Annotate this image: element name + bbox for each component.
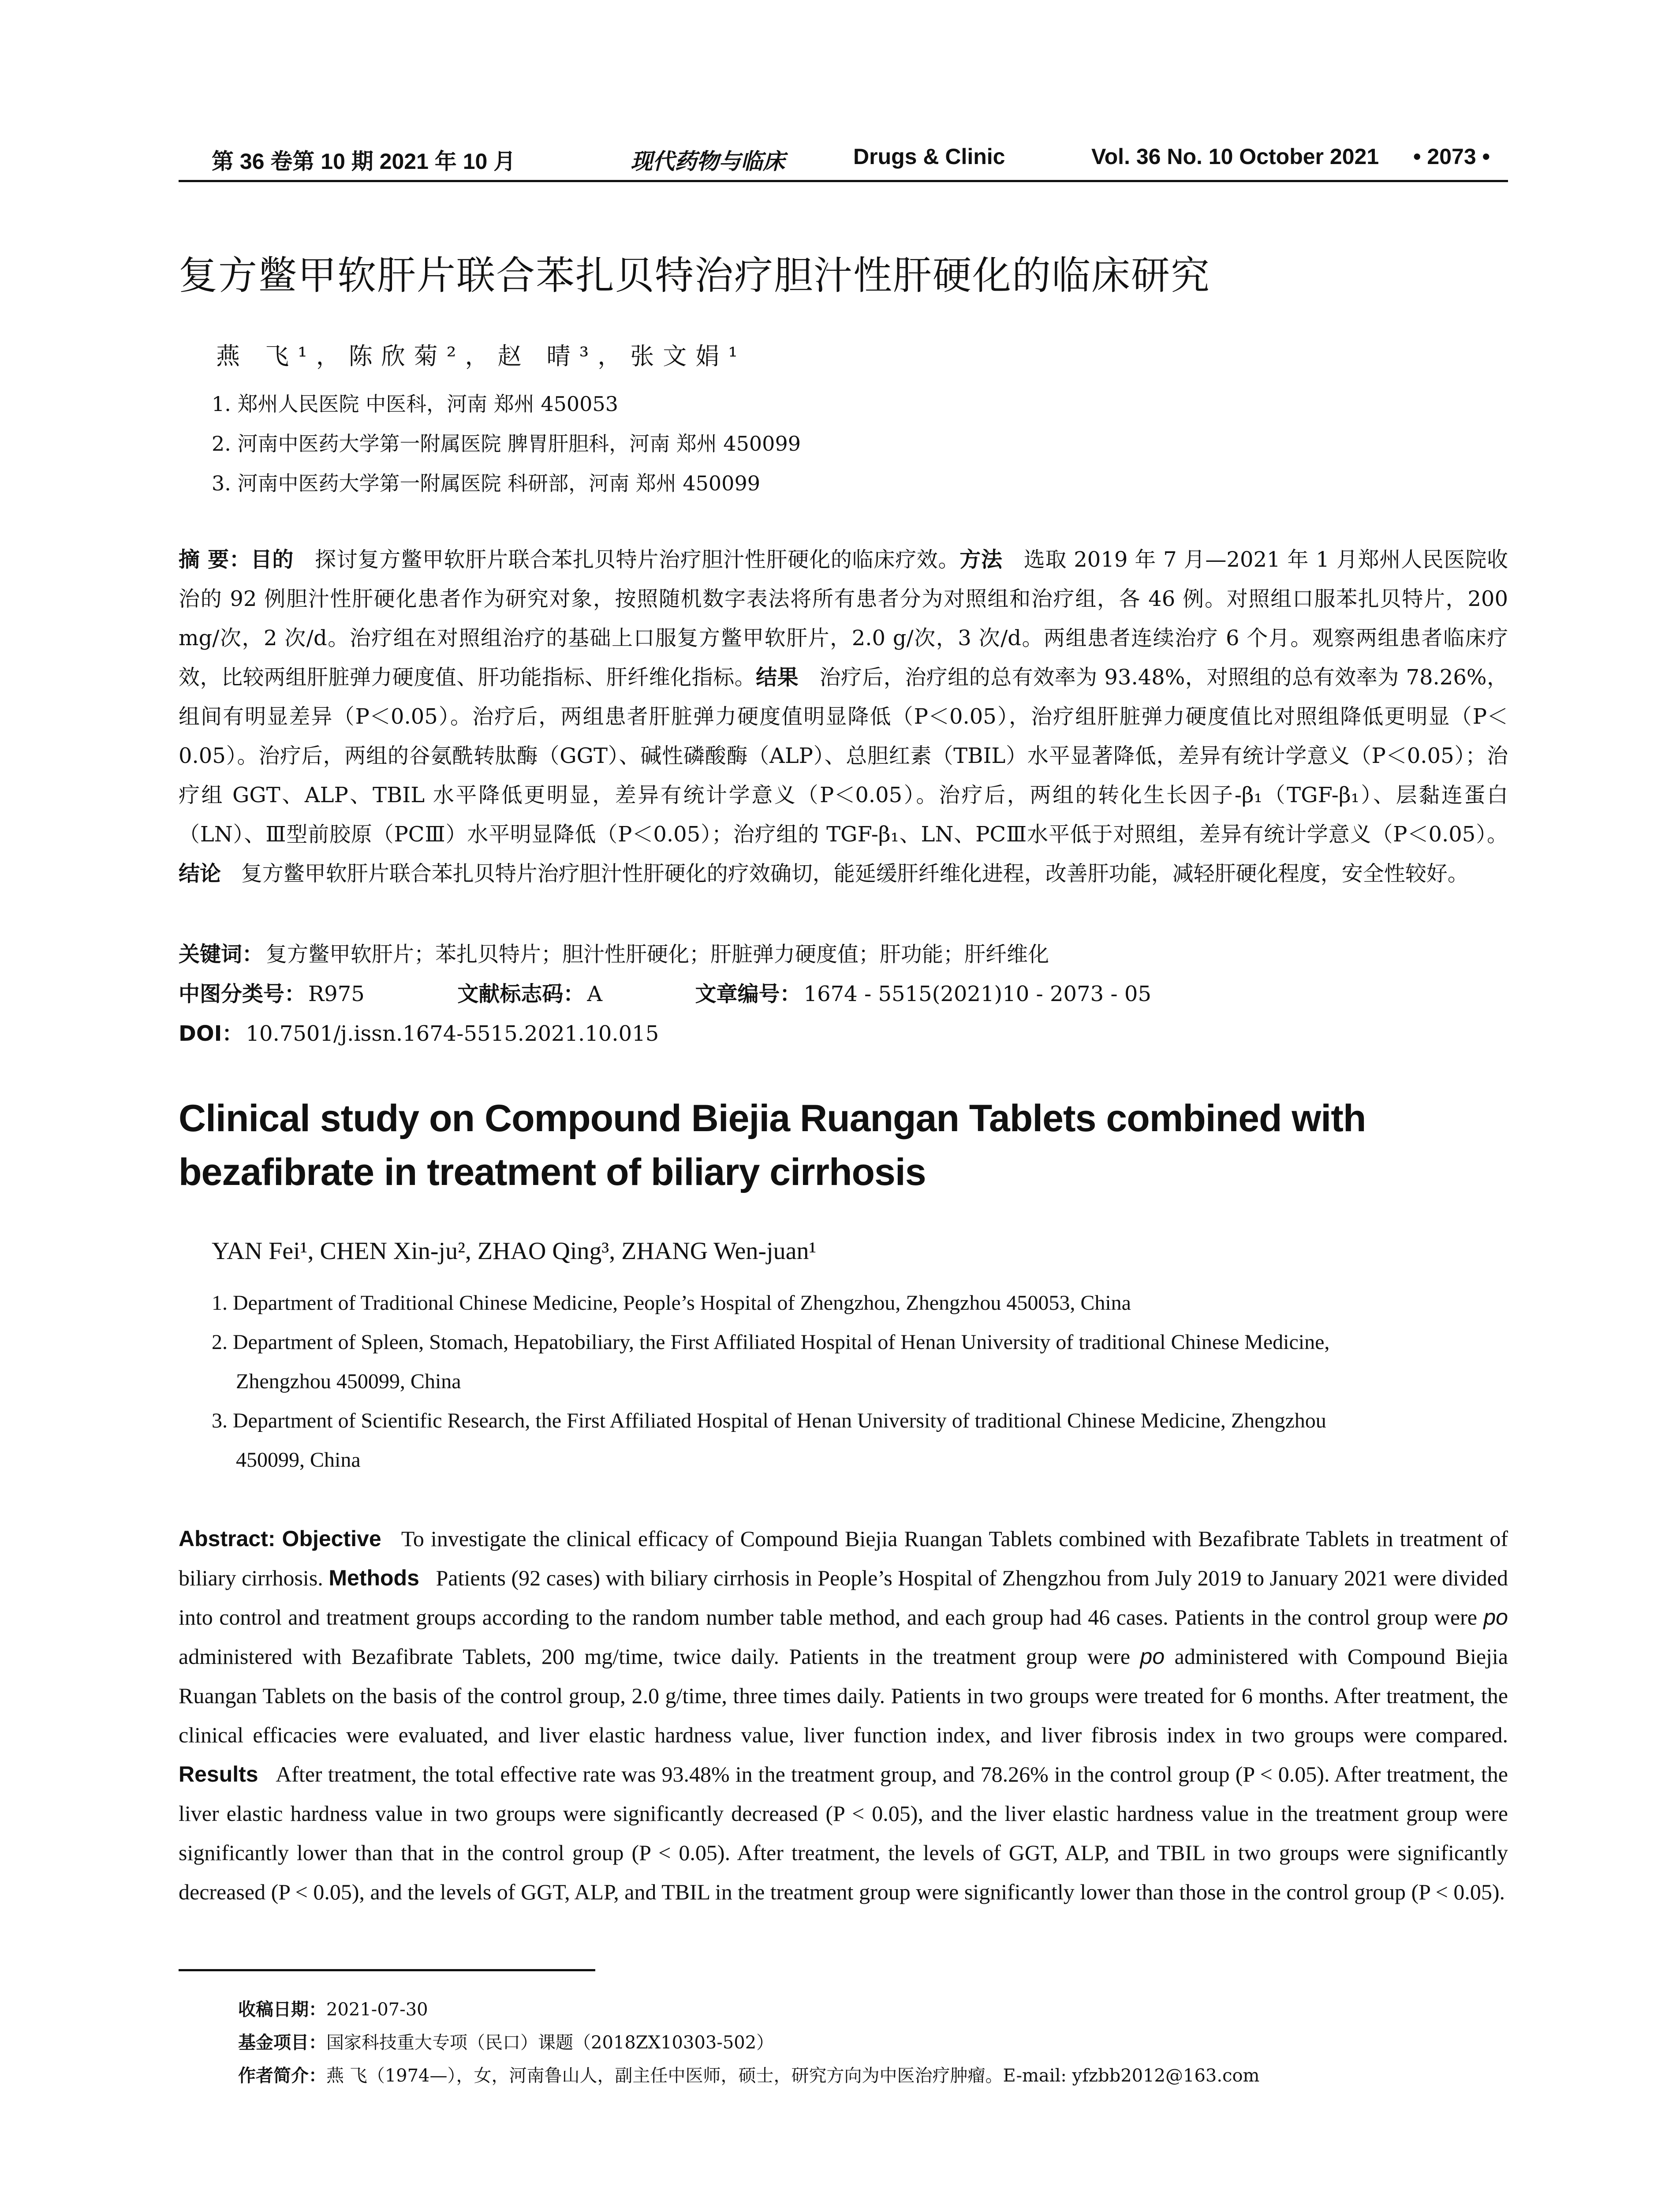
received-label: 收稿日期：: [238, 1999, 326, 2020]
conclusion-cn-label: 结论: [179, 861, 221, 886]
authors-cn: 燕 飞¹，陈欣菊²，赵 晴³，张文娟¹: [216, 342, 747, 370]
affiliation-en-2: [212, 1323, 1510, 1401]
footnote-author-bio: [238, 2062, 1259, 2087]
received-text: 2021-07-30: [326, 1999, 428, 2020]
po-abbrev-2: po: [1140, 1644, 1165, 1669]
bio-label: 作者简介：: [238, 2066, 326, 2086]
clc-value: R975: [308, 982, 365, 1006]
results-cn-text: 治疗后，治疗组的总有效率为 93.48%，对照组的总有效率为 78.26%，组间有明显差异（P＜0.05）。治疗后，两组患者肝脏弹力硬度值明显降低（P＜0.05），治疗组肝脏弹力硬度值比对照组降低更明显（P＜0.05）。治疗后，两组的谷氨酰转肽酶（GGT）、碱性磷酸酶（ALP）、总胆红素（TBIL）水平显著降低，差异有统计学意义（P＜0.05）；治疗组 GGT、ALP、TBIL 水平降低更明显，差异有统计学意义（P＜0.05）。治疗后，两组的转化生长因子-β₁（TGF-β₁）、层黏连蛋白（LN）、Ⅲ型前胶原（PCⅢ）水平明显降低（P＜0.05）；治疗组的 TGF-β₁、LN、PCⅢ水平低于对照组，差异有统计学意义（P＜0.05）。: [179, 665, 1508, 847]
methods-en-label: Methods: [329, 1566, 419, 1590]
authors-en: YAN Fei¹, CHEN Xin-ju², ZHAO Qing³, ZHANG Wen-juan¹: [212, 1237, 817, 1265]
affiliation-cn-2: 2. 河南中医药大学第一附属医院 脾胃肝胆科，河南 郑州 450099: [212, 432, 801, 456]
footnote-divider: [179, 1969, 595, 1971]
methods-en-text-b: administered with Bezafibrate Tablets, 200 mg/time, twice daily. Patients in the treatment group were: [179, 1644, 1131, 1669]
header-volume-cn: 第 36 卷第 10 期 2021 年 10 月: [212, 149, 516, 174]
header-page-number: • 2073 •: [1413, 144, 1490, 169]
affiliation-en-2-line: 2. Department of Spleen, Stomach, Hepatobiliary, the First Affiliated Hospital of Henan University of traditional Chinese Medicine,: [212, 1330, 1330, 1354]
keywords-cn: [179, 937, 1049, 968]
header-volume-en: Vol. 36 No. 10 October 2021: [1091, 144, 1379, 169]
doc-code-value: A: [587, 982, 602, 1006]
abstract-cn-label: 摘 要：: [179, 547, 251, 572]
results-en-label: Results: [179, 1762, 258, 1786]
doi-line: [179, 1017, 659, 1047]
running-header: [179, 140, 1508, 182]
header-journal-cn: 现代药物与临床: [631, 148, 785, 174]
objective-en-text: To investigate the clinical efficacy of Compound Biejia Ruangan Tablets combined with Bezafibrate Tablets in treatment of biliary cirrhosis.: [179, 1526, 1508, 1590]
affiliation-en-2-cont: Zhengzhou 450099, China: [236, 1370, 461, 1393]
header-journal-en: Drugs & Clinic: [853, 144, 1005, 169]
affiliation-cn-3: 3. 河南中医药大学第一附属医院 科研部，河南 郑州 450099: [212, 471, 760, 495]
affiliation-cn-1: 1. 郑州人民医院 中医科，河南 郑州 450053: [212, 392, 618, 416]
title-en: Clinical study on Compound Biejia Ruangan Tablets combined with bezafibrate in treatment of biliary cirrhosis: [179, 1097, 1366, 1193]
bio-text: 燕 飞（1974—），女，河南鲁山人，副主任中医师，硕士，研究方向为中医治疗肿瘤。E-mail: yfzbb2012@163.com: [326, 2066, 1260, 2086]
objective-cn-text: 探讨复方鳖甲软肝片联合苯扎贝特片治疗胆汁性肝硬化的临床疗效。: [315, 547, 960, 572]
article-no-label: 文章编号：: [695, 982, 801, 1006]
keywords-cn-label: 关键词：: [179, 942, 264, 967]
funding-text: 国家科技重大专项（民口）课题（2018ZX10303-502）: [326, 2033, 774, 2053]
affiliation-en-1-line: 1. Department of Traditional Chinese Medicine, People’s Hospital of Zhengzhou, Zhengzhou 450053, China: [212, 1291, 1131, 1315]
clc-label: 中图分类号：: [179, 982, 306, 1006]
abstract-en: [179, 1519, 1508, 1912]
objective-en-label: Objective: [282, 1526, 381, 1551]
affiliation-en-3-line: 3. Department of Scientific Research, the First Affiliated Hospital of Henan University of traditional Chinese Medicine, Zhengzhou: [212, 1409, 1326, 1432]
affiliation-en-3-cont: 450099, China: [236, 1448, 361, 1472]
classification-line: [179, 977, 1151, 1007]
results-en-text: After treatment, the total effective rate was 93.48% in the treatment group, and 78.26% in the control group (P < 0.05). After treatment, the liver elastic hardness value in two groups were significantly decreased (P < 0.05), and the liver elastic hardness value in the treatment group were significantly lower than that in the control group (P < 0.05). After treatment, the levels of GGT, ALP, and TBIL in two groups were significantly decreased (P < 0.05), and the levels of GGT, ALP, and TBIL in the treatment group were significantly lower than those in the control group (P < 0.05).: [179, 1762, 1508, 1904]
results-cn-label: 结果: [756, 665, 799, 690]
footnote-received: [238, 1996, 428, 2021]
methods-en-text-a: Patients (92 cases) with biliary cirrhosis in People’s Hospital of Zhengzhou from July 2019 to January 2021 were divided into control and treatment groups according to the random number table method, and each group had 46 cases. Patients in the control group were: [179, 1566, 1508, 1629]
abstract-en-label: Abstract:: [179, 1526, 276, 1551]
methods-cn-text: 选取 2019 年 7 月—2021 年 1 月郑州人民医院收治的 92 例胆汁性肝硬化患者作为研究对象，按照随机数字表法将所有患者分为对照组和治疗组，各 46 例。对照组口服苯扎贝特片，200 mg/次，2 次/d。治疗组在对照组治疗的基础上口服复方鳖甲软肝片，2.0 g/次，3 次/d。两组患者连续治疗 6 个月。观察两组患者临床疗效，比较两组肝脏弹力硬度值、肝功能指标、肝纤维化指标。: [179, 547, 1508, 690]
doc-code-label: 文献标志码：: [457, 982, 585, 1006]
funding-label: 基金项目：: [238, 2033, 326, 2053]
affiliation-en-3: [212, 1401, 1510, 1480]
methods-en-text-c: administered with Compound Biejia Ruangan Tablets on the basis of the control group, 2.0 g/time, three times daily. Patients in two groups were treated for 6 months. After treatment, the clinical efficacies were evaluated, and liver elastic hardness value, liver function index, and liver fibrosis index in two groups were compared.: [179, 1644, 1508, 1747]
objective-cn-label: 目的: [250, 547, 294, 572]
abstract-cn: [179, 540, 1508, 893]
footnote-funding: [238, 2029, 774, 2054]
article-no-value: 1674 - 5515(2021)10 - 2073 - 05: [803, 982, 1151, 1006]
conclusion-cn-text: 复方鳖甲软肝片联合苯扎贝特片治疗胆汁性肝硬化的疗效确切，能延缓肝纤维化进程，改善肝功能，减轻肝硬化程度，安全性较好。: [241, 861, 1469, 886]
title-cn: 复方鳖甲软肝片联合苯扎贝特治疗胆汁性肝硬化的临床研究: [179, 253, 1211, 298]
affiliation-en-1: [212, 1283, 1510, 1323]
doi-label: DOI：: [179, 1021, 243, 1046]
methods-cn-label: 方法: [959, 547, 1003, 572]
doi-value: 10.7501/j.issn.1674-5515.2021.10.015: [246, 1021, 659, 1046]
po-abbrev-1: po: [1483, 1605, 1508, 1629]
keywords-cn-text: 复方鳖甲软肝片；苯扎贝特片；胆汁性肝硬化；肝脏弹力硬度值；肝功能；肝纤维化: [266, 942, 1049, 967]
